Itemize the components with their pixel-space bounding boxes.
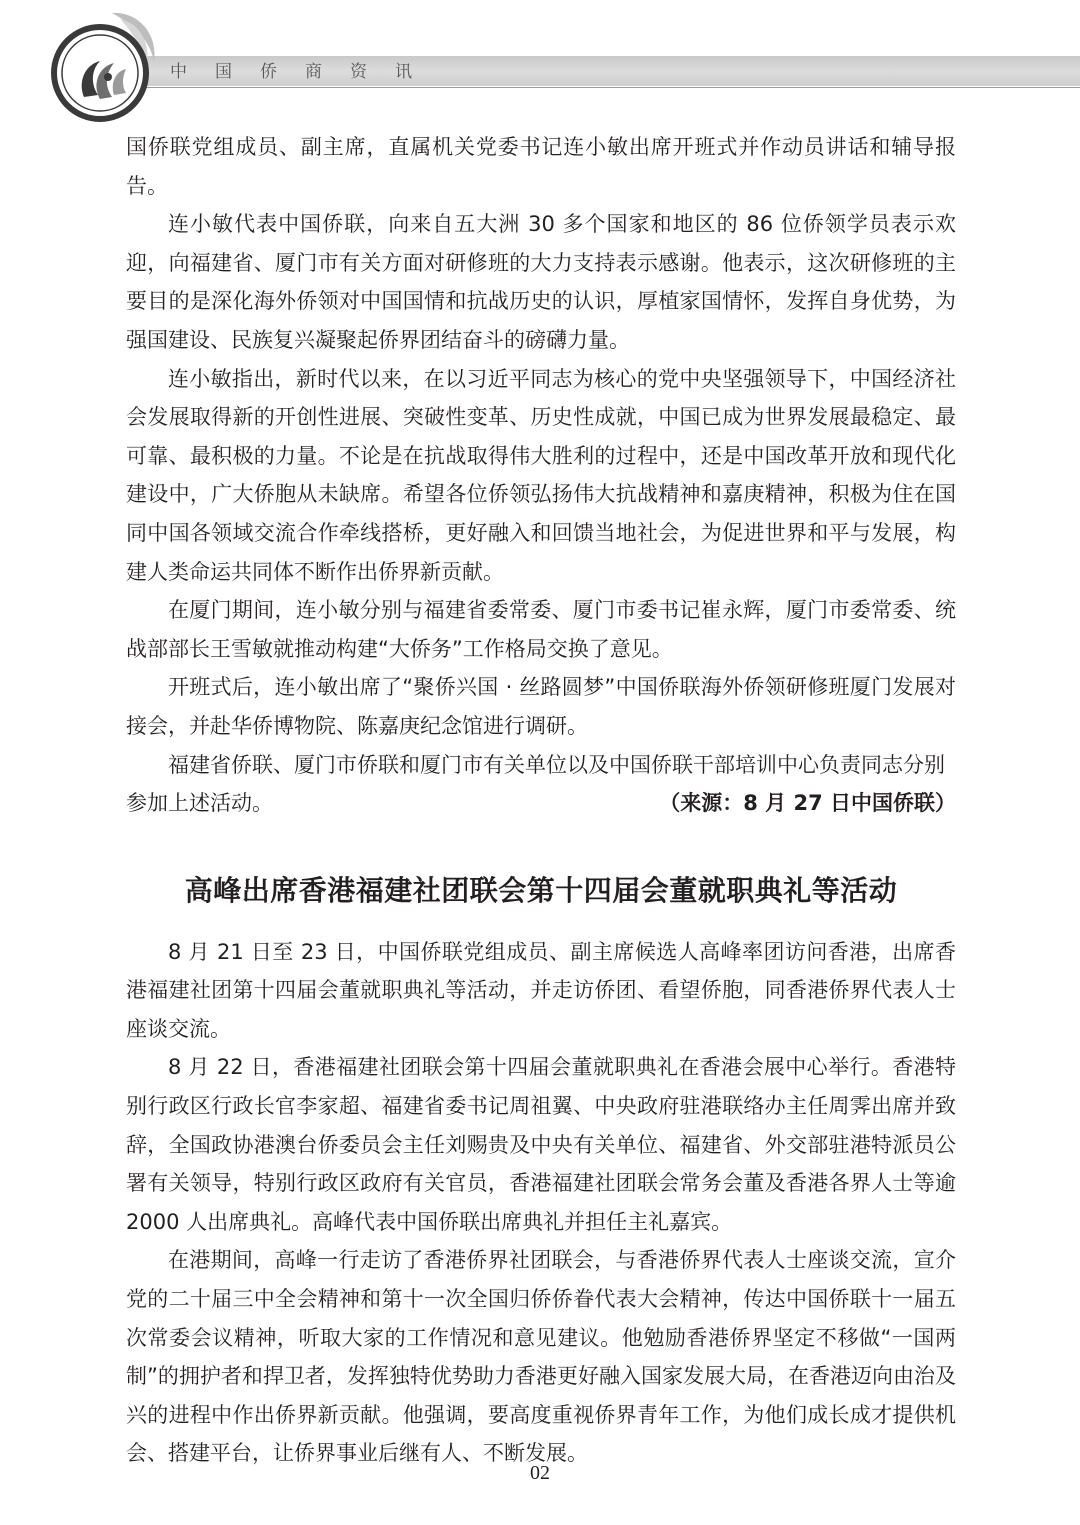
logo-emblem [42, 5, 160, 123]
article2-paragraph-2: 8 月 22 日，香港福建社团联会第十四届会董就职典礼在香港会展中心举行。香港特别行政区行政长官李家超、福建省委书记周祖翼、中央政府驻港联络办主任周霁出席并致辞，全国政协港澳台侨委员会主任刘赐贵及中央有关单位、福建省、外交部驻港特派员公署有关领导，特别行政区政府有关官员，香港福建社团联会常务会董及香港各界人士等逾 2000 人出席典礼。高峰代表中国侨联出席典礼并担任主礼嘉宾。 [126, 1055, 956, 1234]
header-title: 中国侨商资讯 [170, 62, 440, 82]
article2-paragraph-3: 在港期间，高峰一行走访了香港侨界社团联会，与香港侨界代表人士座谈交流，宣介党的二十届三中全会精神和第十一次全国归侨侨眷代表大会精神，传达中国侨联十一届五次常委会议精神，听取大家的工作情况和意见建议。他勉励香港侨界坚定不移做“一国两制”的拥护者和捍卫者，发挥独特优势助力香港更好融入国家发展大局，在香港迈向由治及兴的进程中作出侨界新贡献。他强调，要高度重视侨界青年工作，为他们成长成才提供机会、搭建平台，让侨界事业后继有人、不断发展。 [126, 1248, 956, 1466]
article1-source: （来源：8 月 27 日中国侨联） [659, 791, 956, 816]
header-rule [112, 87, 1080, 88]
article1-paragraph-2: 连小敏代表中国侨联，向来自五大洲 30 多个国家和地区的 86 位侨领学员表示欢迎，向福建省、厦门市有关方面对研修班的大力支持表示感谢。他表示，这次研修班的主要目的是深化海外侨领对中国国情和抗战历史的认识，厚植家国情怀，发挥自身优势，为强国建设、民族复兴凝聚起侨界团结奋斗的磅礴力量。 [126, 212, 956, 352]
article1-paragraph-4: 在厦门期间，连小敏分别与福建省委常委、厦门市委书记崔永辉，厦门市委常委、统战部部长王雪敏就推动构建“大侨务”工作格局交换了意见。 [126, 598, 956, 661]
article1-closing-line [126, 784, 956, 823]
article2-headline: 高峰出席香港福建社团联会第十四届会董就职典礼等活动 [184, 873, 898, 907]
page-number: 02 [530, 1462, 550, 1484]
page-content [126, 128, 956, 1473]
article1-paragraph-6: 福建省侨联、厦门市侨联和厦门市有关单位以及中国侨联干部培训中心负责同志分别 [168, 752, 945, 777]
article2-paragraph-1: 8 月 21 日至 23 日，中国侨联党组成员、副主席候选人高峰率团访问香港，出席香港福建社团第十四届会董就职典礼等活动，并走访侨团、看望侨胞，同香港侨界代表人士座谈交流。 [126, 939, 956, 1041]
article1-paragraph-1: 国侨联党组成员、副主席，直属机关党委书记连小敏出席开班式并作动员讲话和辅导报告。 [126, 135, 956, 198]
article1-paragraph-3: 连小敏指出，新时代以来，在以习近平同志为核心的党中央坚强领导下，中国经济社会发展取得新的开创性进展、突破性变革、历史性成就，中国已成为世界发展最稳定、最可靠、最积极的力量。不论是在抗战取得伟大胜利的过程中，还是中国改革开放和现代化建设中，广大侨胞从未缺席。希望各位侨领弘扬伟大抗战精神和嘉庚精神，积极为住在国同中国各领域交流合作牵线搭桥，更好融入和回馈当地社会，为促进世界和平与发展，构建人类命运共同体不断作出侨界新贡献。 [126, 366, 956, 584]
article1-paragraph-5: 开班式后，连小敏出席了“聚侨兴国 · 丝路圆梦”中国侨联海外侨领研修班厦门发展对接会，并赴华侨博物院、陈嘉庚纪念馆进行调研。 [126, 675, 956, 738]
article1-last-line: 参加上述活动。 [126, 791, 273, 816]
